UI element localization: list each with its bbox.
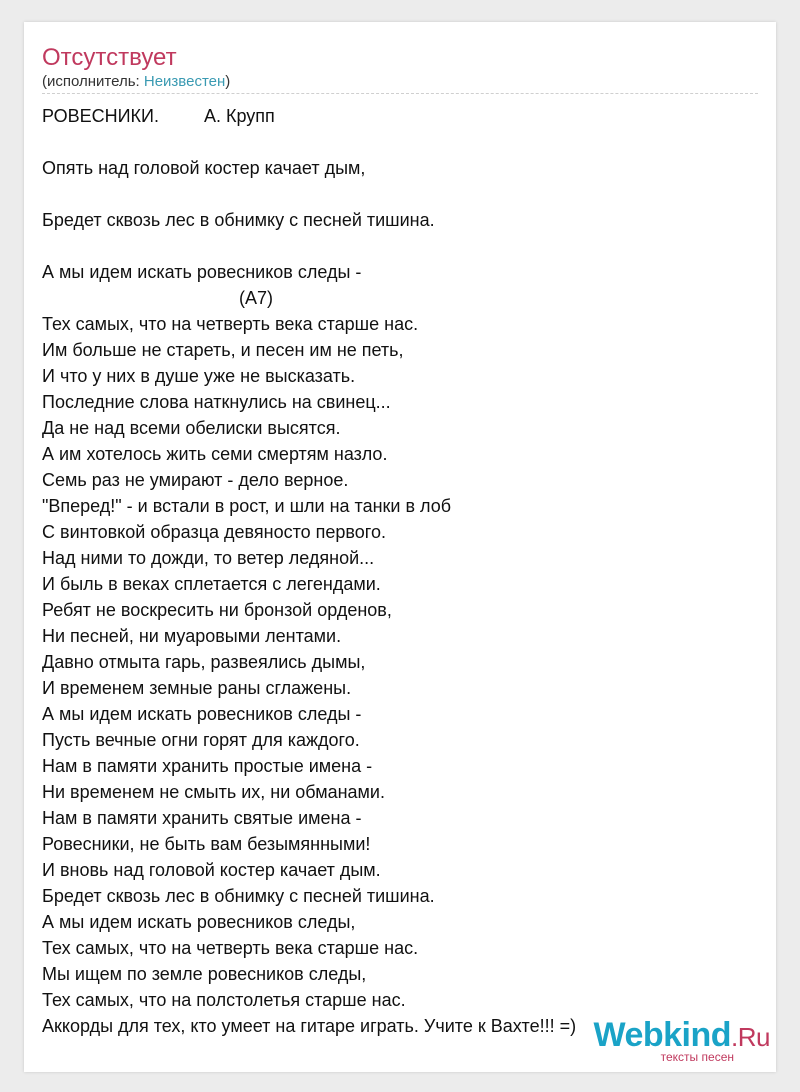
lyrics-line: Бредет сквозь лес в обнимку с песней тишина. [42, 886, 435, 906]
lyrics-line: А мы идем искать ровесников следы - [42, 704, 362, 724]
lyrics-line: И вновь над головой костер качает дым. [42, 860, 381, 880]
lyrics-line: И что у них в душе уже не высказать. [42, 366, 356, 386]
lyrics-line: Ровесники, не быть вам безымянными! [42, 834, 371, 854]
lyrics-line: Да не над всеми обелиски высятся. [42, 418, 341, 438]
lyrics-line: Пусть вечные огни горят для каждого. [42, 730, 360, 750]
lyrics-line: И быль в веках сплетается с легендами. [42, 574, 381, 594]
site-logo[interactable] [593, 1018, 770, 1064]
logo-tld: .Ru [731, 1022, 770, 1052]
artist-line [42, 73, 230, 91]
lyrics-line: Над ними то дожди, то ветер ледяной... [42, 548, 375, 568]
chord-annotation: (A7) [239, 288, 274, 308]
lyrics-heading: РОВЕСНИКИ. А. Крупп [42, 106, 275, 126]
logo-wordmark [593, 1018, 770, 1054]
lyrics-line: Тех самых, что на четверть века старше нас. [42, 938, 419, 958]
page-card [24, 22, 776, 1072]
lyrics-line: Тех самых, что на полстолетья старше нас. [42, 990, 406, 1010]
lyrics-line: Тех самых, что на четверть века старше нас. [42, 314, 419, 334]
lyrics-line: Семь раз не умирают - дело верное. [42, 470, 349, 490]
artist-prefix: (исполнитель: [42, 73, 144, 90]
lyrics-line: И временем земные раны сглажены. [42, 678, 352, 698]
lyrics-body [42, 103, 758, 1039]
lyrics-line: Опять над головой костер качает дым, [42, 158, 366, 178]
lyrics-line: Нам в памяти хранить простые имена - [42, 756, 373, 776]
lyrics-line: Аккорды для тех, кто умеет на гитаре играть. Учите к Вахте!!! =) [42, 1016, 577, 1036]
lyrics-line: Ни временем не смыть их, ни обманами. [42, 782, 385, 802]
lyrics-line: "Вперед!" - и встали в рост, и шли на танки в лоб [42, 496, 452, 516]
lyrics-line: Ребят не воскресить ни бронзой орденов, [42, 600, 392, 620]
lyrics-line: А мы идем искать ровесников следы, [42, 912, 356, 932]
artist-link[interactable]: Неизвестен [143, 73, 226, 90]
lyrics-line: А мы идем искать ровесников следы - [42, 262, 362, 282]
lyrics-line: Последние слова наткнулись на свинец... [42, 392, 391, 412]
lyrics-line: Нам в памяти хранить святые имена - [42, 808, 362, 828]
lyrics-line: Давно отмыта гарь, развеялись дымы, [42, 652, 366, 672]
logo-main-text: Webkind [593, 1016, 732, 1054]
lyrics-line: Ни песней, ни муаровыми лентами. [42, 626, 342, 646]
song-title: Отсутствует [42, 44, 177, 71]
lyrics-line: С винтовкой образца девяносто первого. [42, 522, 386, 542]
lyrics-line: Им больше не стареть, и песен им не петь, [42, 340, 404, 360]
lyrics-line: Мы ищем по земле ровесников следы, [42, 964, 367, 984]
lyrics-line: А им хотелось жить семи смертям назло. [42, 444, 388, 464]
logo-tagline: тексты песен [660, 1050, 734, 1064]
artist-suffix: ) [225, 73, 231, 90]
divider [42, 93, 758, 94]
lyrics-line: Бредет сквозь лес в обнимку с песней тишина. [42, 210, 435, 230]
